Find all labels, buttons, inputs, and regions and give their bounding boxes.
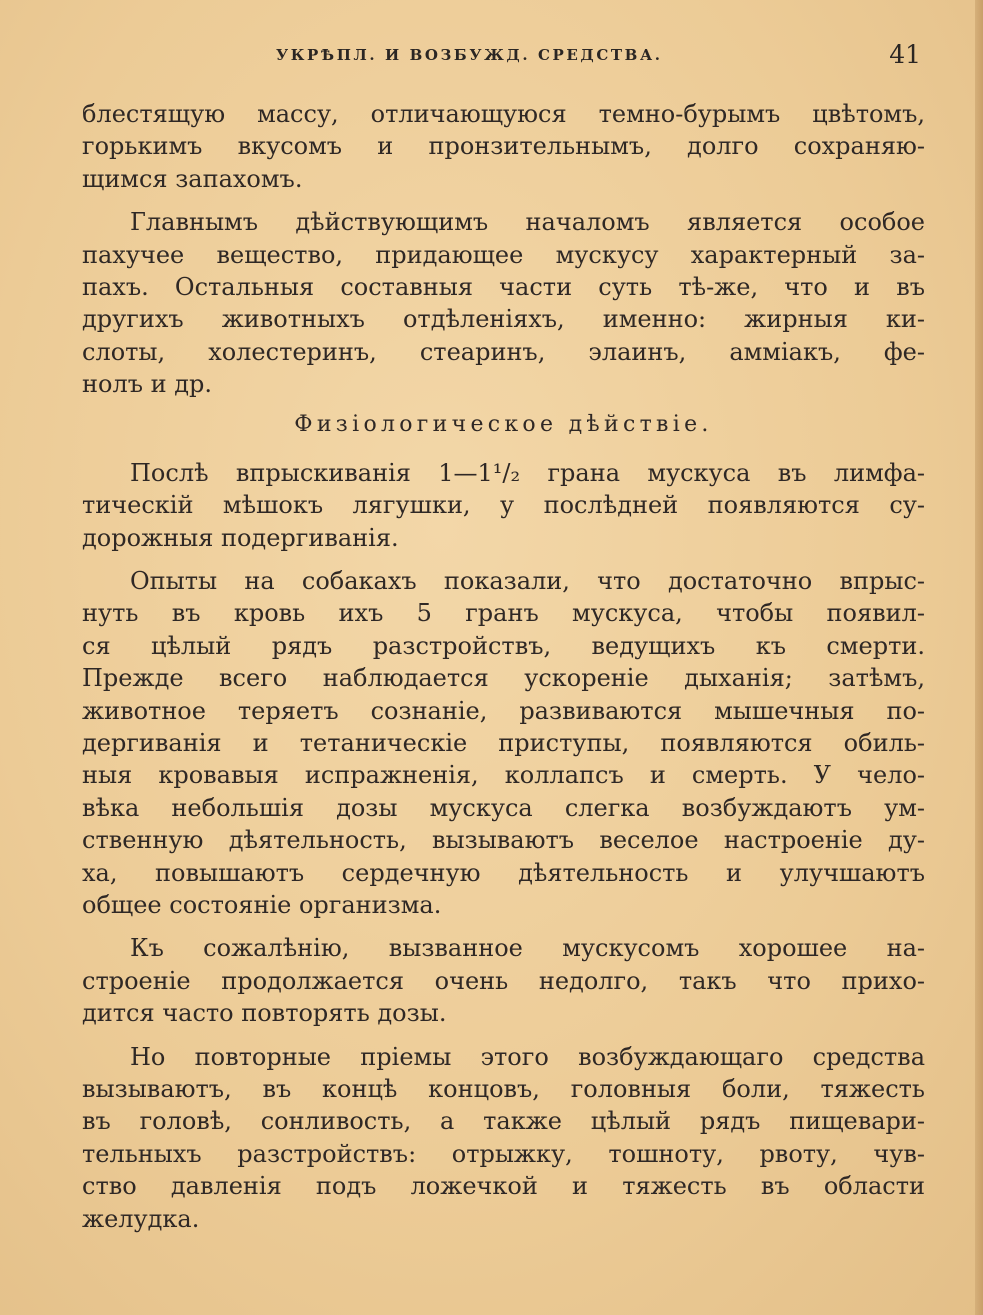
paragraph-5 [82,932,925,1029]
text-line: дорожныя подергиванія. [82,523,399,552]
text-line: Прежде всего наблюдается ускореніе дыханія; затѣмъ, [82,664,925,693]
section-heading: Физіологическое дѣйствіе. [294,411,713,437]
text-line: слоты, холестеринъ, стеаринъ, элаинъ, амміакъ, фе- [82,337,925,366]
running-title: УКРѢПЛ. И ВОЗБУЖД. СРЕДСТВА. [276,46,663,64]
text-line: Опыты на собакахъ показали, что достаточно впрыс- [130,567,925,596]
text-line: Главнымъ дѣйствующимъ началомъ является особое [130,208,925,237]
text-line: Послѣ впрыскиванія 1—1¹/₂ грана мускуса въ лимфа- [130,458,925,487]
text-line: вѣка небольшія дозы мускуса слегка возбуждаютъ ум- [82,793,925,822]
text-line: нолъ и др. [82,370,212,399]
text-line: Но повторные пріемы этого возбуждающаго средства [130,1042,925,1071]
text-line: въ головѣ, сонливость, а также цѣлый рядъ пищевари- [82,1107,925,1136]
text-line: тельныхъ разстройствъ: отрыжку, тошноту, рвоту, чув- [82,1139,925,1168]
text-line: ство давленія подъ ложечкой и тяжесть въ области [82,1172,925,1201]
text-line: животное теряетъ сознаніе, развиваются мышечныя по- [82,696,925,725]
text-line: горькимъ вкусомъ и пронзительнымъ, долго сохраняю- [82,132,925,161]
text-line: ха, повышаютъ сердечную дѣятельность и улучшаютъ [82,858,925,887]
paragraph-1 [82,98,925,195]
text-line: дергиванія и тетаническіе приступы, появляются обиль- [82,729,925,758]
text-line: блестящую массу, отличающуюся темно-бурымъ цвѣтомъ, [82,100,925,128]
text-line: нуть въ кровь ихъ 5 гранъ мускуса, чтобы появил- [82,599,925,628]
paragraph-2 [82,206,925,400]
body-text [82,98,925,1235]
text-line: другихъ животныхъ отдѣленіяхъ, именно: жирныя ки- [82,305,925,334]
page-number: 41 [889,40,921,69]
page-edge [975,0,983,1315]
text-line: строеніе продолжается очень недолго, такъ что прихо- [82,966,925,995]
text-line: щимся запахомъ. [82,164,303,193]
text-line: ся цѣлый рядъ разстройствъ, ведущихъ къ смерти. [82,631,925,660]
text-line: вызываютъ, въ концѣ концовъ, головныя боли, тяжесть [82,1074,925,1103]
text-line: ныя кровавыя испражненія, коллапсъ и смерть. У чело- [82,761,925,790]
text-line: пахучее вещество, придающее мускусу характерный за- [82,240,925,269]
running-header [80,40,925,70]
text-line: пахъ. Остальныя составныя части суть тѣ-же, что и въ [82,272,925,301]
text-line: дится часто повторять дозы. [82,999,447,1028]
paragraph-3 [82,457,925,554]
text-line: желудка. [82,1204,200,1233]
text-line: тическій мѣшокъ лягушки, у послѣдней появляются су- [82,491,925,520]
paragraph-4 [82,565,925,921]
paragraph-6 [82,1041,925,1235]
text-line: общее состояніе организма. [82,890,442,919]
text-line: Къ сожалѣнію, вызванное мускусомъ хорошее на- [130,934,925,963]
text-line: ственную дѣятельность, вызываютъ веселое настроеніе ду- [82,826,925,855]
